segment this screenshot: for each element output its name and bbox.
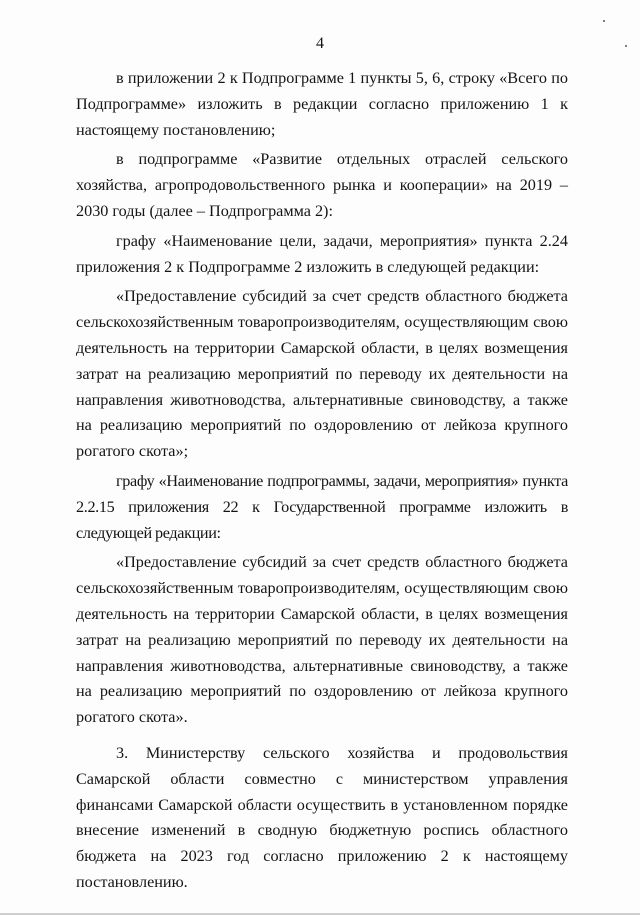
paragraph-item-2-2-15-instruction: графу «Наименование подпрограммы, задачи, мероприятия» пункта 2.2.15 приложения 22 к Государственной программе изложить в следующей редакции: (76, 471, 568, 542)
paragraph-section-3-budget: 3. Министерству сельского хозяйства и продовольствия Самарской области совместно с министерством управления финансами Самарской области осуществить в установленном порядке внесение изменений в сводную бюджетную роспись областного бюджета на 2023 год согласно приложению 2 к настоящему постановлению. (76, 743, 568, 891)
paragraph-item-2-24-new-text: «Предоставление субсидий за счет средств областного бюджета сельскохозяйственным товаропроизводителям, осуществляющим свою деятельность на территории Самарской области, в целях возмещения затрат на реализацию мероприятий по переводу их деятельности на направления животноводства, альтернативные свиноводству, а также на реализацию мероприятий по оздоровлению от лейкоза крупного рогатого скота»; (76, 287, 568, 461)
scan-speck (603, 20, 605, 22)
paragraph-subprogram-2-intro: в подпрограмме «Развитие отдельных отраслей сельского хозяйства, агропродовольственного рынка и кооперации» на 2019 – 2030 годы (далее – Подпрограмма 2): (76, 150, 568, 220)
paragraph-item-2-24-instruction: графу «Наименование цели, задачи, мероприятия» пункта 2.24 приложения 2 к Подпрограмме 2 изложить в следующей редакции: (76, 231, 568, 276)
page-number: 4 (316, 35, 324, 52)
paragraph-appendix-2-subprogram-1: в приложении 2 к Подпрограмме 1 пункты 5, 6, строку «Всего по Подпрограмме» изложить в редакции согласно приложению 1 к настоящему постановлению; (76, 69, 568, 139)
paragraph-item-2-2-15-new-text: «Предоставление субсидий за счет средств областного бюджета сельскохозяйственным товаропроизводителям, осуществляющим свою деятельность на территории Самарской области, в целях возмещения затрат на реализацию мероприятий по переводу их деятельности на направления животноводства, альтернативные свиноводству, а также на реализацию мероприятий по оздоровлению от лейкоза крупного рогатого скота». (76, 553, 568, 727)
scan-speck (625, 45, 627, 47)
document-body (76, 66, 568, 896)
